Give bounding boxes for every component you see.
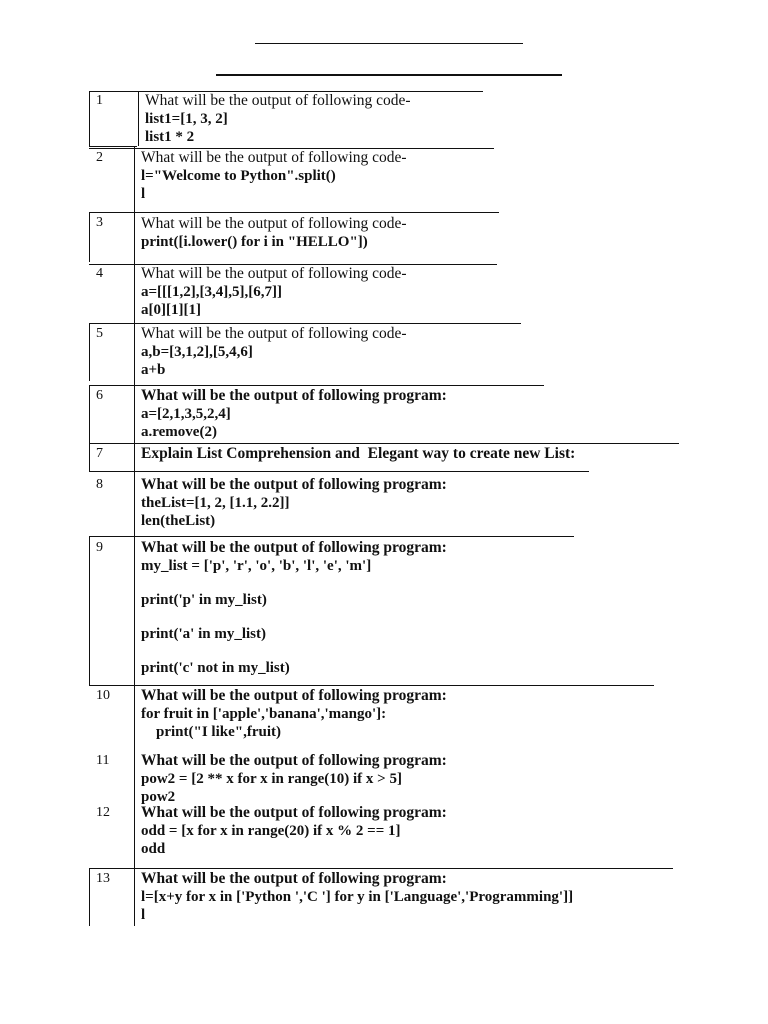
code-line: print('p' in my_list) bbox=[141, 592, 267, 608]
header-rule-long bbox=[216, 74, 562, 76]
question-prompt: What will be the output of following program: bbox=[141, 687, 447, 704]
code-line: list1=[1, 3, 2] bbox=[145, 111, 228, 127]
question-prompt: What will be the output of following code- bbox=[141, 265, 407, 282]
code-line: print([i.lower() for i in "HELLO"]) bbox=[141, 234, 368, 250]
question-number: 3 bbox=[96, 215, 103, 230]
question-number: 6 bbox=[96, 388, 103, 403]
code-line: my_list = ['p', 'r', 'o', 'b', 'l', 'e', 'm'] bbox=[141, 558, 372, 574]
question-number: 4 bbox=[96, 266, 103, 281]
code-line: a,b=[3,1,2],[5,4,6] bbox=[141, 344, 253, 360]
code-line: print('a' in my_list) bbox=[141, 626, 267, 642]
question-prompt: What will be the output of following program: bbox=[141, 539, 447, 556]
question-number: 2 bbox=[96, 150, 103, 165]
question-number: 8 bbox=[96, 477, 103, 492]
question-number: 11 bbox=[96, 753, 110, 768]
code-line: pow2 = [2 ** x for x in range(10) if x > 5] bbox=[141, 771, 402, 787]
question-number: 9 bbox=[96, 540, 103, 555]
code-line: for fruit in ['apple','banana','mango']: bbox=[141, 706, 387, 722]
question-prompt: What will be the output of following code- bbox=[141, 325, 407, 342]
code-line: a+b bbox=[141, 362, 166, 378]
code-line: odd bbox=[141, 841, 166, 857]
code-line: l=[x+y for x in ['Python ','C '] for y in ['Language','Programming']] bbox=[141, 889, 574, 905]
question-prompt: What will be the output of following program: bbox=[141, 804, 447, 821]
code-line: l bbox=[141, 186, 146, 202]
question-prompt: What will be the output of following program: bbox=[141, 752, 447, 769]
code-line: len(theList) bbox=[141, 513, 216, 529]
code-line: odd = [x for x in range(20) if x % 2 == 1] bbox=[141, 823, 401, 839]
question-number: 5 bbox=[96, 326, 103, 341]
code-line: a.remove(2) bbox=[141, 424, 217, 440]
question-prompt: What will be the output of following code- bbox=[141, 149, 407, 166]
question-number: 13 bbox=[96, 871, 110, 886]
code-line: print('c' not in my_list) bbox=[141, 660, 290, 676]
code-line: a=[2,1,3,5,2,4] bbox=[141, 406, 231, 422]
code-line: l="Welcome to Python".split() bbox=[141, 168, 336, 184]
code-line: l bbox=[141, 907, 146, 923]
question-prompt: Explain List Comprehension and Elegant way to create new List: bbox=[141, 445, 576, 462]
code-line: print("I like",fruit) bbox=[141, 724, 281, 740]
code-line: a[0][1][1] bbox=[141, 302, 201, 318]
header-rule-short bbox=[255, 43, 523, 44]
question-number: 1 bbox=[96, 93, 103, 108]
question-prompt: What will be the output of following program: bbox=[141, 476, 447, 493]
question-number: 7 bbox=[96, 446, 103, 461]
question-number: 12 bbox=[96, 805, 110, 820]
code-line: pow2 bbox=[141, 789, 176, 805]
question-prompt: What will be the output of following code- bbox=[141, 215, 407, 232]
code-line: list1 * 2 bbox=[145, 129, 195, 145]
question-prompt: What will be the output of following program: bbox=[141, 387, 447, 404]
question-number: 10 bbox=[96, 688, 110, 703]
question-prompt: What will be the output of following code- bbox=[145, 92, 411, 109]
question-prompt: What will be the output of following program: bbox=[141, 870, 447, 887]
code-line: theList=[1, 2, [1.1, 2.2]] bbox=[141, 495, 290, 511]
code-line: a=[[[1,2],[3,4],5],[6,7]] bbox=[141, 284, 282, 300]
